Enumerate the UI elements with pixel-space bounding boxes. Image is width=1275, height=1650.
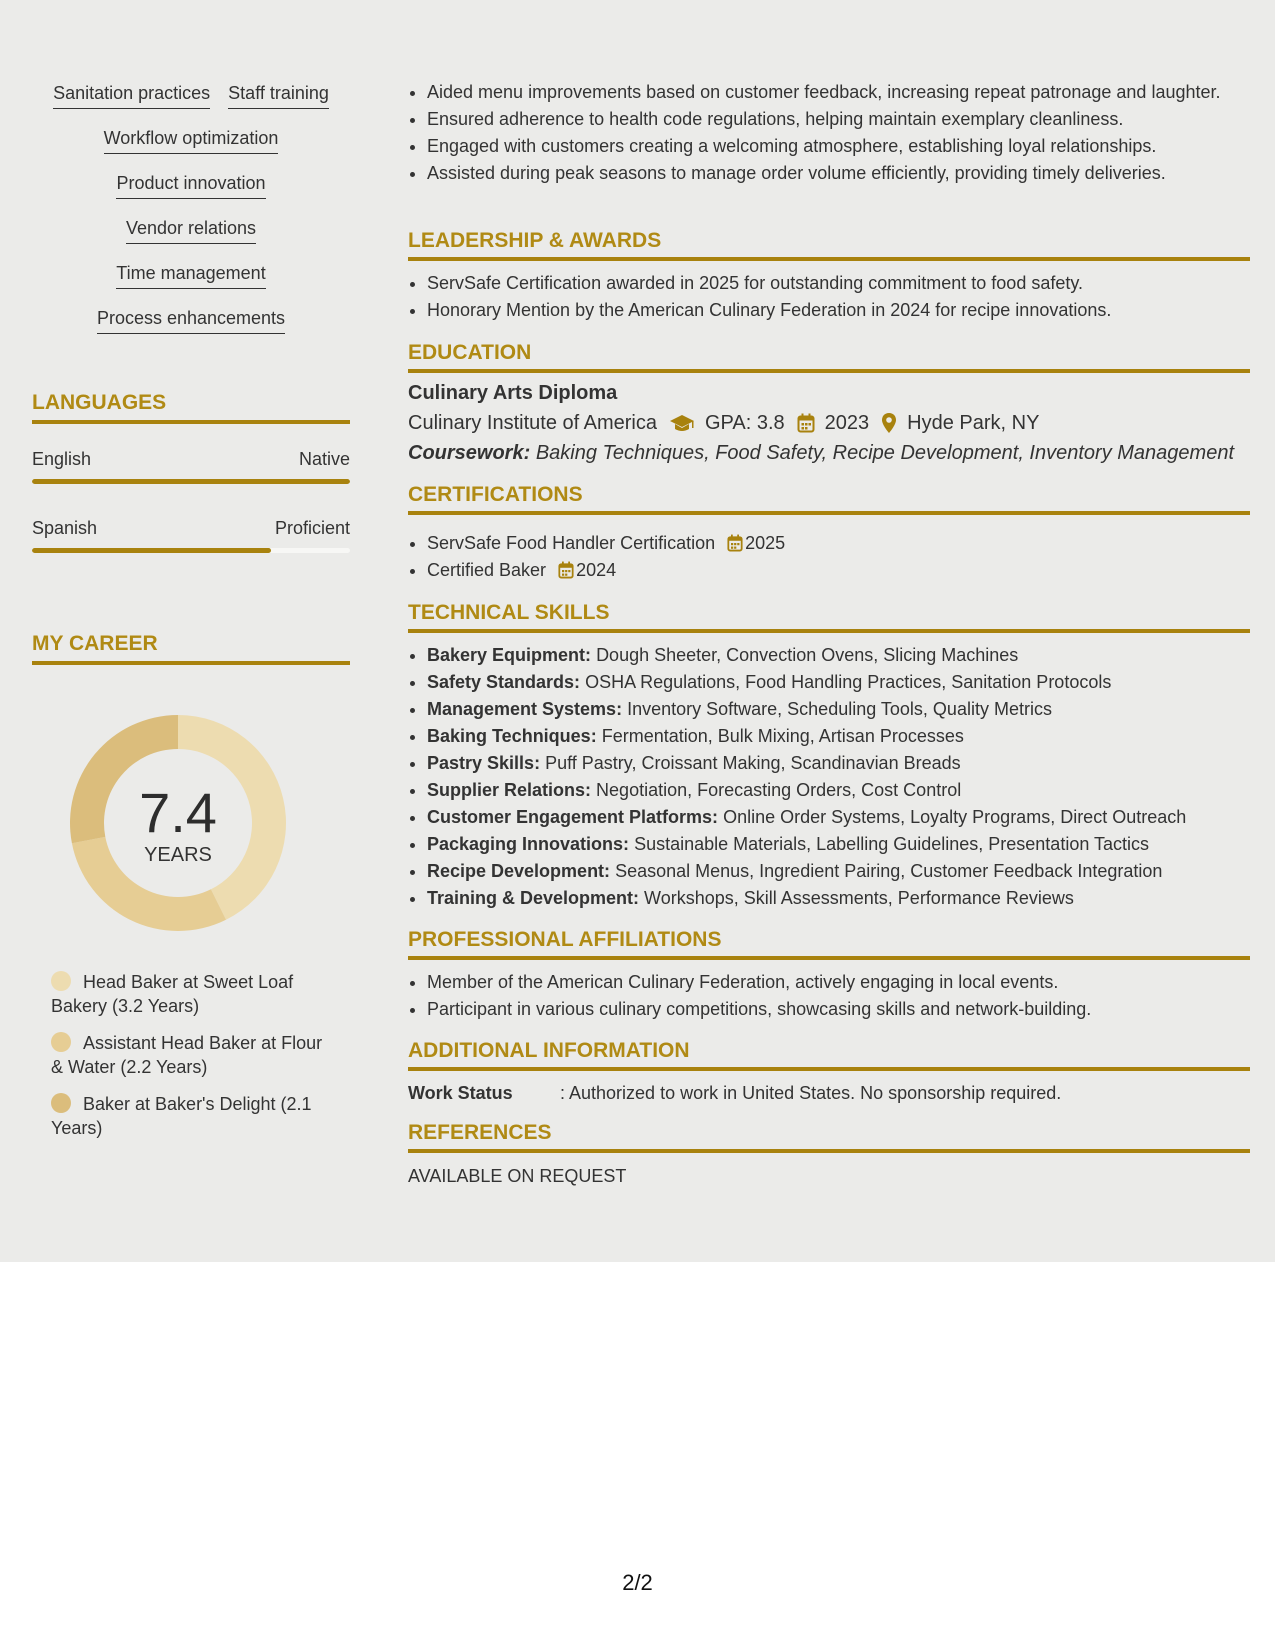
coursework — [408, 440, 1250, 466]
skill-category: Packaging Innovations: — [427, 834, 630, 854]
skill-tag: Workflow optimization — [104, 127, 279, 154]
list-item — [427, 670, 1250, 694]
languages-heading: LANGUAGES — [32, 390, 350, 424]
affiliations-heading: PROFESSIONAL AFFILIATIONS — [408, 927, 1250, 960]
legend-swatch — [51, 971, 71, 991]
experience-bullets — [408, 80, 1250, 188]
skill-tag: Sanitation practices — [53, 82, 210, 109]
list-item — [427, 751, 1250, 775]
list-item — [427, 886, 1250, 910]
career-donut-chart — [66, 711, 290, 935]
language-level: Proficient — [274, 518, 350, 538]
career-legend-item — [51, 970, 331, 1018]
skill-tag: Product innovation — [116, 172, 265, 199]
skill-category: Management Systems: — [427, 699, 623, 719]
list-item — [427, 778, 1250, 802]
education-entry — [408, 380, 1250, 466]
info-value: : Authorized to work in United States. No sponsorship required. — [560, 1083, 1062, 1103]
certifications-list — [408, 531, 1250, 585]
references-heading: REFERENCES — [408, 1120, 1250, 1153]
list-item — [427, 832, 1250, 856]
calendar-icon — [797, 413, 815, 433]
certification-year: 2025 — [745, 533, 786, 553]
leadership-heading: LEADERSHIP & AWARDS — [408, 228, 1250, 261]
references-text: AVAILABLE ON REQUEST — [408, 1166, 627, 1186]
legend-label: Assistant Head Baker at Flour & Water (2.2 Years) — [51, 1033, 323, 1077]
list-item — [427, 859, 1250, 883]
language-spanish — [32, 517, 350, 553]
list-item: • ServSafe Certification awarded in 2025 for outstanding commitment to food safety. — [427, 271, 1250, 295]
skill-category: Recipe Development: — [427, 861, 611, 881]
list-item — [427, 531, 1250, 555]
list-item — [427, 724, 1250, 748]
list-item: • Participant in various culinary competitions, showcasing skills and network-building. — [427, 997, 1250, 1021]
skill-category: Bakery Equipment: — [427, 645, 592, 665]
technical-skills-heading: TECHNICAL SKILLS — [408, 600, 1250, 633]
coursework-label: Coursework: — [408, 442, 531, 464]
legend-swatch — [51, 1093, 71, 1113]
gpa: GPA: 3.8 — [705, 412, 785, 434]
skill-category: Customer Engagement Platforms: — [427, 807, 719, 827]
school-location: Hyde Park, NY — [907, 412, 1040, 434]
certifications-heading: CERTIFICATIONS — [408, 482, 1250, 515]
list-item: • Member of the American Culinary Federation, actively engaging in local events. — [427, 970, 1250, 994]
language-name: English — [32, 449, 92, 469]
skill-values: OSHA Regulations, Food Handling Practices, Sanitation Protocols — [585, 672, 1112, 692]
skill-values: Workshops, Skill Assessments, Performance Reviews — [644, 888, 1074, 908]
page-number: 2/2 — [622, 1570, 653, 1595]
skill-category: Training & Development: — [427, 888, 640, 908]
additional-info-heading: ADDITIONAL INFORMATION — [408, 1038, 1250, 1071]
calendar-icon — [727, 534, 743, 552]
legend-label: Head Baker at Sweet Loaf Bakery (3.2 Years) — [51, 972, 294, 1016]
list-item — [427, 805, 1250, 829]
list-item — [427, 643, 1250, 667]
certification-year: 2024 — [576, 560, 617, 580]
skill-values: Online Order Systems, Loyalty Programs, Direct Outreach — [723, 807, 1187, 827]
list-item: • Assisted during peak seasons to manage order volume efficiently, providing timely deliveries. — [427, 161, 1250, 185]
career-legend-item — [51, 1031, 331, 1079]
career-years-label: YEARS — [144, 844, 212, 866]
graduation-year: 2023 — [824, 412, 870, 434]
list-item — [427, 697, 1250, 721]
list-item: • Engaged with customers creating a welcoming atmosphere, establishing loyal relationships. — [427, 134, 1250, 158]
affiliations-list — [408, 970, 1250, 1024]
skill-category: Baking Techniques: — [427, 726, 597, 746]
technical-skills-list — [408, 643, 1250, 913]
language-bar — [32, 548, 350, 553]
additional-info — [408, 1081, 1250, 1105]
map-pin-icon — [881, 412, 897, 434]
skill-category: Pastry Skills: — [427, 753, 541, 773]
skill-values: Sustainable Materials, Labelling Guidelines, Presentation Tactics — [634, 834, 1150, 854]
certification-name: • Certified Baker — [427, 560, 547, 580]
language-bar-fill — [32, 548, 271, 553]
legend-label: Baker at Baker's Delight (2.1 Years) — [51, 1094, 312, 1138]
list-item: • Ensured adherence to health code regulations, helping maintain exemplary cleanliness. — [427, 107, 1250, 131]
skill-values: Seasonal Menus, Ingredient Pairing, Customer Feedback Integration — [615, 861, 1163, 881]
skills-cloud — [32, 82, 350, 352]
skill-category: Supplier Relations: — [427, 780, 592, 800]
career-legend — [51, 970, 331, 1153]
coursework-list: Baking Techniques, Food Safety, Recipe Development, Inventory Management — [535, 442, 1234, 464]
certification-name: • ServSafe Food Handler Certification — [427, 533, 716, 553]
language-english — [32, 448, 350, 484]
skill-tag: Vendor relations — [126, 217, 256, 244]
language-bar — [32, 479, 350, 484]
skill-values: Inventory Software, Scheduling Tools, Quality Metrics — [627, 699, 1052, 719]
skill-values: Fermentation, Bulk Mixing, Artisan Processes — [601, 726, 964, 746]
info-key: Work Status — [408, 1083, 513, 1103]
calendar-icon — [558, 561, 574, 579]
degree-title: Culinary Arts Diploma — [408, 382, 618, 404]
language-name: Spanish — [32, 518, 98, 538]
career-legend-item — [51, 1092, 331, 1140]
legend-swatch — [51, 1032, 71, 1052]
language-level: Native — [298, 449, 350, 469]
school-name: Culinary Institute of America — [408, 412, 657, 434]
skill-category: Safety Standards: — [427, 672, 581, 692]
list-item: • Aided menu improvements based on customer feedback, increasing repeat patronage and laughter. — [427, 80, 1250, 104]
career-heading: MY CAREER — [32, 631, 350, 665]
list-item — [427, 558, 1250, 582]
skill-values: Negotiation, Forecasting Orders, Cost Control — [596, 780, 962, 800]
list-item: • Honorary Mention by the American Culinary Federation in 2024 for recipe innovations. — [427, 298, 1250, 322]
skill-tag: Process enhancements — [97, 307, 285, 334]
education-heading: EDUCATION — [408, 340, 1250, 373]
leadership-list — [408, 271, 1250, 325]
language-bar-fill — [32, 479, 350, 484]
career-total-years: 7.4 — [139, 781, 217, 844]
skill-tag: Time management — [116, 262, 265, 289]
skill-tag: Staff training — [228, 82, 329, 109]
skill-values: Dough Sheeter, Convection Ovens, Slicing Machines — [596, 645, 1019, 665]
graduation-cap-icon — [669, 413, 695, 433]
skill-values: Puff Pastry, Croissant Making, Scandinavian Breads — [545, 753, 961, 773]
